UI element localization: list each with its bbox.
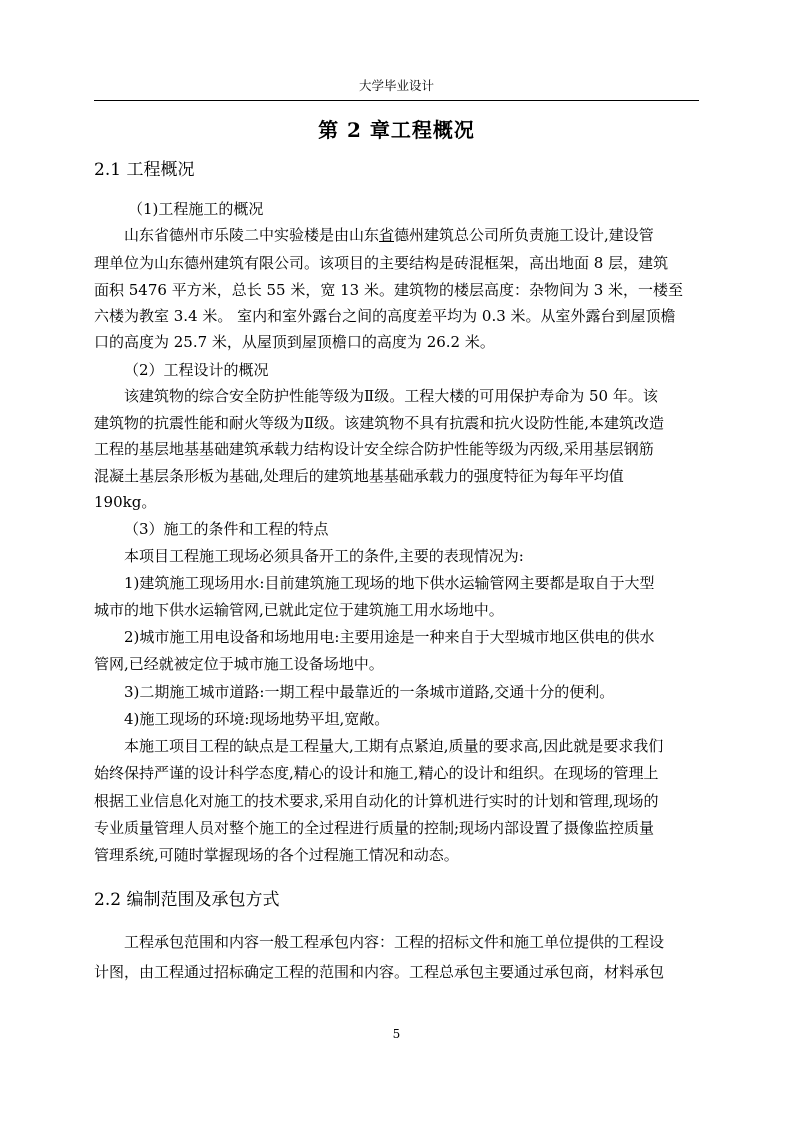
paragraph-line: 本项目工程施工现场必须具备开工的条件,主要的表现情况为: <box>124 547 524 565</box>
paragraph-line: 工程承包范围和内容一般工程承包内容：工程的招标文件和施工单位提供的工程设 <box>124 933 665 951</box>
section-heading-2-2: 2.2 编制范围及承包方式 <box>94 890 280 910</box>
list-item-road: 3)二期施工城市道路:一期工程中最靠近的一条城市道路,交通十分的便利。 <box>124 683 615 701</box>
paragraph-line: 六楼为教室 3.4 米。 室内和室外露台之间的高度差平均为 0.3 米。从室外露台到屋顶檐 <box>94 307 676 325</box>
paragraph-line: 190kg。 <box>94 493 157 511</box>
list-item-environment: 4)施工现场的环境:现场地势平坦,宽敞。 <box>124 710 390 728</box>
subheading-construction-overview: （1)工程施工的概况 <box>128 200 264 218</box>
paragraph-line: 城市的地下供水运输管网,已就此定位于建筑施工用水场地中。 <box>94 601 504 619</box>
paragraph-line: 理单位为山东德州建筑有限公司。该项目的主要结构是砖混框架，高出地面 8 层，建筑 <box>94 254 669 272</box>
paragraph-line: 本施工项目工程的缺点是工程量大,工期有点紧迫,质量的要求高,因此就是要求我们 <box>124 737 664 755</box>
list-item-power: 2)城市施工用电设备和场地用电:主要用途是一种来自于大型城市地区供电的供水 <box>124 628 655 646</box>
chapter-title: 第 2 章工程概况 <box>318 118 475 142</box>
running-header: 大学毕业设计 <box>358 78 434 93</box>
paragraph-line: 管理系统,可随时掌握现场的各个过程施工情况和动态。 <box>94 846 459 864</box>
subheading-design-overview: （2）工程设计的概况 <box>124 361 269 379</box>
list-item-water: 1)建筑施工现场用水:目前建筑施工现场的地下供水运输管网主要都是取自于大型 <box>124 574 655 592</box>
paragraph-line: 专业质量管理人员对整个施工的全过程进行质量的控制;现场内部设置了摄像监控质量 <box>94 819 655 837</box>
paragraph-line: 管网,已经就被定位于城市施工设备场地中。 <box>94 655 384 673</box>
paragraph-line: 山东省德州市乐陵二中实验楼是由山东省德州建筑总公司所负责施工设计,建设管 <box>124 226 654 244</box>
paragraph-line: 口的高度为 25.7 米，从屋顶到屋顶檐口的高度为 26.2 米。 <box>94 333 495 351</box>
paragraph-line: 混凝土基层条形板为基础,处理后的建筑地基基础承载力的强度特征为每年平均值 <box>94 467 624 485</box>
paragraph-line: 该建筑物的综合安全防护性能等级为Ⅱ级。工程大楼的可用保护寿命为 50 年。该 <box>124 387 658 405</box>
page-number: 5 <box>392 1027 401 1041</box>
paragraph-line: 根据工业信息化对施工的技术要求,采用自动化的计算机进行实时的计划和管理,现场的 <box>94 792 659 810</box>
subheading-conditions-features: （3）施工的条件和工程的特点 <box>124 520 329 538</box>
paragraph-line: 始终保持严谨的设计科学态度,精心的设计和施工,精心的设计和组织。在现场的管理上 <box>94 764 659 782</box>
section-heading-2-1: 2.1 工程概况 <box>94 160 195 180</box>
paragraph-line: 建筑物的抗震性能和耐火等级为Ⅱ级。该建筑物不具有抗震和抗火设防性能,本建筑改造 <box>94 414 664 432</box>
header-rule <box>94 100 699 101</box>
paragraph-line: 计图，由工程通过招标确定工程的范围和内容。工程总承包主要通过承包商，材料承包 <box>94 963 665 981</box>
paragraph-line: 工程的基层地基基础建筑承载力结构设计安全综合防护性能等级为丙级,采用基层钢筋 <box>94 440 654 458</box>
paragraph-line: 面积 5476 平方米，总长 55 米，宽 13 米。建筑物的楼层高度：杂物间为 3 米，一楼至 <box>94 281 684 299</box>
underlined-word: 省 <box>379 226 395 244</box>
